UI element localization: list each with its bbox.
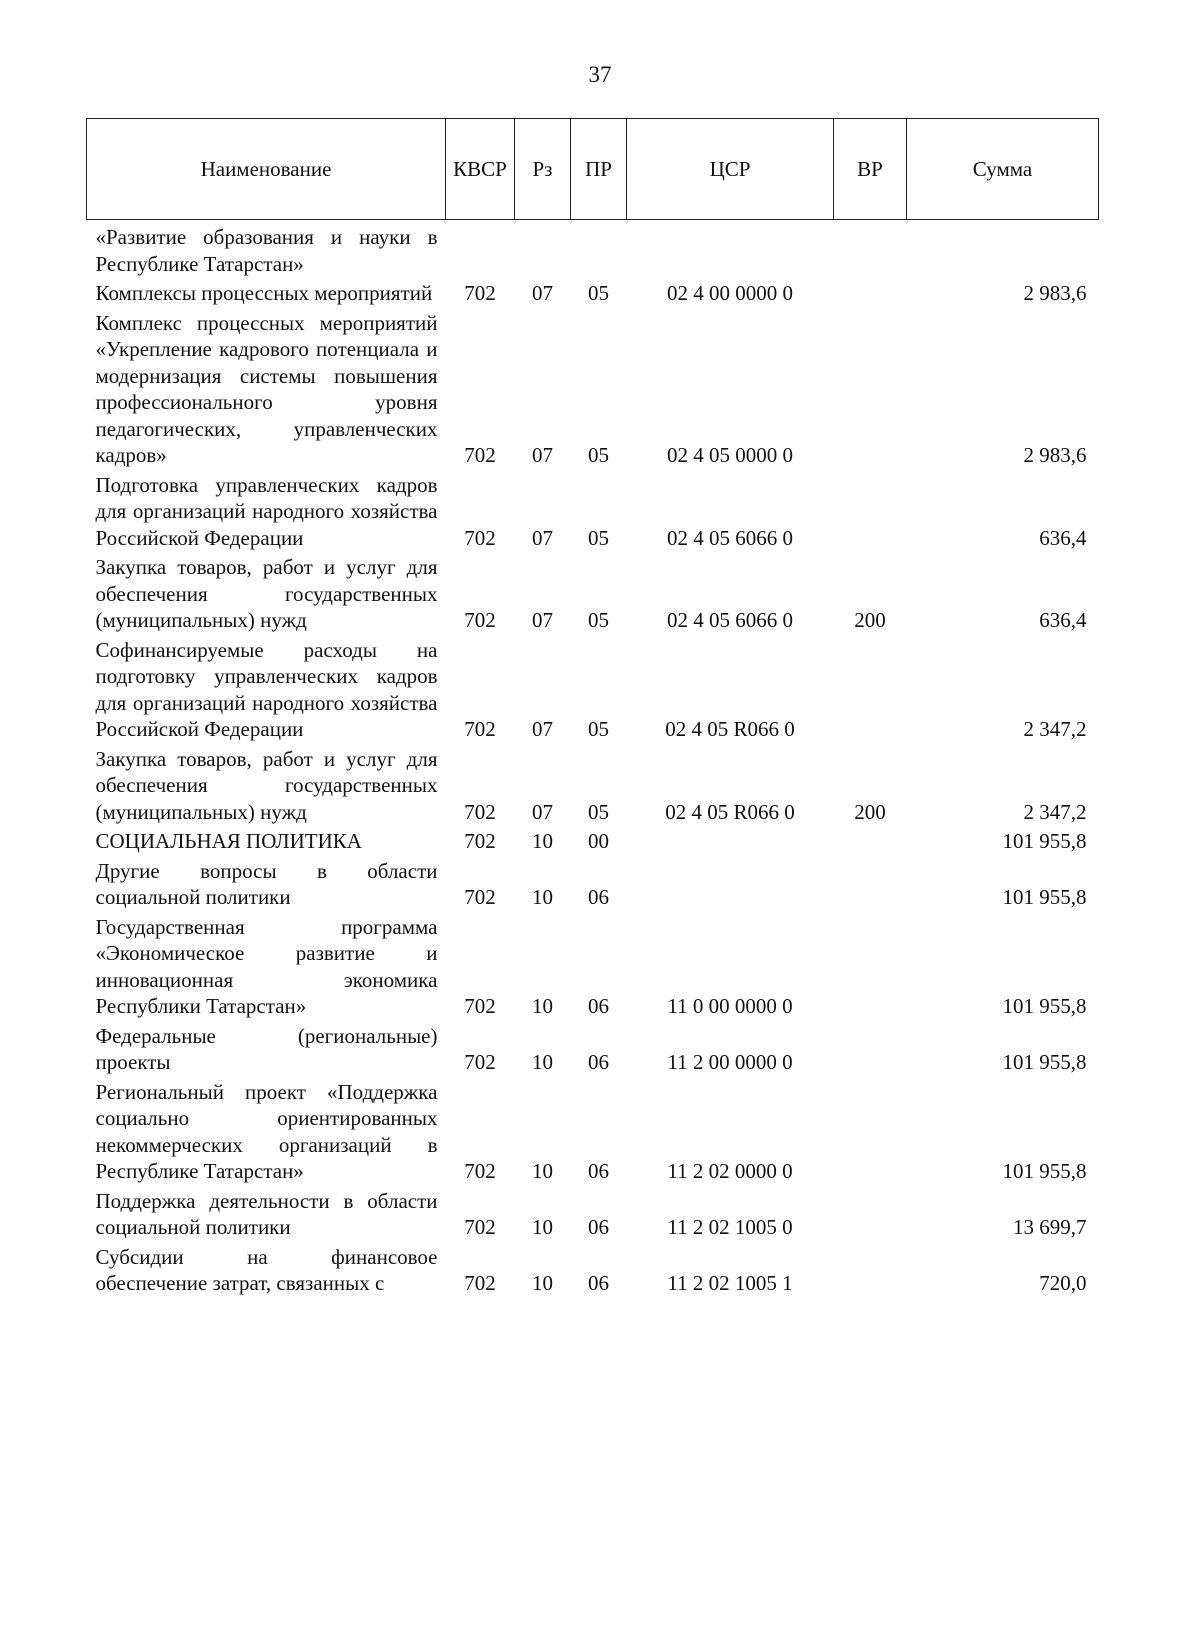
table-row	[87, 825, 1099, 855]
cell-csr	[627, 855, 834, 911]
cell-name: Другие вопросы в области социальной политики	[95, 858, 438, 909]
cell-name: Поддержка деятельности в области социальной политики	[95, 1188, 438, 1239]
cell-sum	[907, 220, 1099, 278]
cell-kvsr: 702	[464, 1271, 496, 1295]
table-row	[87, 1185, 1099, 1241]
cell-pr: 00	[588, 829, 609, 853]
cell-sum: 101 955,8	[1002, 1159, 1087, 1183]
cell-sum: 2 347,2	[1023, 717, 1087, 741]
header-name: Наименование	[87, 119, 446, 220]
cell-vr	[834, 307, 907, 469]
cell-vr: 200	[854, 608, 886, 632]
cell-kvsr: 702	[464, 1050, 496, 1074]
cell-rz: 07	[532, 717, 553, 741]
cell-name: Федеральные (региональные) проекты	[95, 1023, 438, 1074]
table-row	[87, 1020, 1099, 1076]
cell-vr	[834, 634, 907, 743]
cell-kvsr: 702	[464, 281, 496, 305]
cell-sum: 720,0	[1039, 1271, 1087, 1295]
cell-kvsr: 702	[464, 799, 496, 824]
cell-pr: 06	[588, 1050, 609, 1074]
budget-table	[86, 118, 1099, 1297]
cell-pr: 06	[588, 1271, 609, 1295]
cell-vr	[834, 1020, 907, 1076]
cell-sum: 101 955,8	[1002, 885, 1087, 909]
cell-name: Государственная программа «Экономическое развитие и инновационная экономика Республики Татарстан»	[95, 914, 438, 1018]
cell-csr: 02 4 05 0000 0	[667, 443, 793, 467]
cell-vr	[834, 469, 907, 552]
table-header-row	[87, 119, 1099, 220]
cell-sum: 101 955,8	[1002, 994, 1087, 1018]
cell-sum: 2 983,6	[1023, 443, 1087, 467]
cell-rz: 10	[532, 1215, 553, 1239]
cell-rz: 10	[532, 1050, 553, 1074]
cell-pr: 05	[588, 525, 609, 550]
header-pr: ПР	[571, 119, 627, 220]
cell-kvsr: 702	[464, 829, 496, 853]
cell-sum: 2 347,2	[1023, 799, 1087, 824]
cell-csr: 02 4 05 R066 0	[665, 717, 795, 741]
cell-pr: 05	[588, 608, 609, 632]
cell-rz: 10	[532, 829, 553, 853]
cell-name: Закупка товаров, работ и услуг для обеспечения государственных (муниципальных) нужд	[95, 746, 438, 824]
table-row	[87, 277, 1099, 307]
header-vr: ВР	[834, 119, 907, 220]
cell-sum: 636,4	[1039, 525, 1087, 550]
cell-kvsr: 702	[464, 443, 496, 467]
cell-kvsr: 702	[464, 1215, 496, 1239]
cell-name: Софинансируемые расходы на подготовку управленческих кадров для организаций народного хозяйства Российской Федерации	[95, 637, 438, 741]
cell-name: Подготовка управленческих кадров для организаций народного хозяйства Российской Федерации	[95, 472, 438, 550]
cell-kvsr: 702	[464, 885, 496, 909]
header-csr: ЦСР	[627, 119, 834, 220]
cell-vr	[834, 825, 907, 855]
cell-name: СОЦИАЛЬНАЯ ПОЛИТИКА	[95, 829, 362, 853]
cell-sum: 101 955,8	[1002, 829, 1087, 853]
cell-name: Комплекс процессных мероприятий «Укрепление кадрового потенциала и модернизация системы повышения профессионального уровня педагогических, управленческих кадров»	[95, 310, 438, 467]
cell-vr	[834, 1185, 907, 1241]
cell-rz: 07	[532, 525, 553, 550]
cell-vr	[834, 220, 907, 278]
cell-pr: 05	[588, 443, 609, 467]
cell-kvsr	[446, 220, 515, 278]
cell-rz: 07	[532, 443, 553, 467]
cell-rz	[515, 220, 571, 278]
cell-csr: 11 2 00 0000 0	[667, 1050, 793, 1074]
table-row	[87, 855, 1099, 911]
header-sum: Сумма	[907, 119, 1099, 220]
table-row	[87, 743, 1099, 826]
cell-kvsr: 702	[464, 608, 496, 632]
cell-pr: 05	[588, 799, 609, 824]
table-row	[87, 1241, 1099, 1297]
table-row	[87, 911, 1099, 1020]
cell-csr: 11 2 02 0000 0	[667, 1159, 793, 1183]
cell-csr: 02 4 05 6066 0	[667, 525, 793, 550]
cell-kvsr: 702	[464, 1159, 496, 1183]
cell-name: Субсидии на финансовое обеспечение затрат, связанных с	[95, 1244, 438, 1295]
cell-name: Комплексы процессных мероприятий	[95, 281, 433, 305]
cell-pr: 05	[588, 281, 609, 305]
cell-pr: 06	[588, 994, 609, 1018]
cell-csr	[627, 825, 834, 855]
cell-sum: 2 983,6	[1023, 281, 1087, 305]
header-rz: Рз	[515, 119, 571, 220]
cell-name: «Развитие образования и науки в Республике Татарстан»	[95, 225, 438, 276]
cell-vr	[834, 855, 907, 911]
cell-csr: 02 4 00 0000 0	[667, 281, 793, 305]
cell-pr: 06	[588, 885, 609, 909]
table-row	[87, 1076, 1099, 1185]
cell-pr	[571, 220, 627, 278]
cell-pr: 05	[588, 717, 609, 741]
cell-csr: 11 2 02 1005 1	[667, 1271, 793, 1295]
cell-pr: 06	[588, 1159, 609, 1183]
cell-pr: 06	[588, 1215, 609, 1239]
cell-csr	[627, 220, 834, 278]
header-kvsr: КВСР	[446, 119, 515, 220]
cell-rz: 10	[532, 1159, 553, 1183]
cell-csr: 11 0 00 0000 0	[667, 994, 793, 1018]
table-row	[87, 551, 1099, 634]
cell-vr	[834, 1241, 907, 1297]
cell-vr	[834, 911, 907, 1020]
cell-csr: 02 4 05 6066 0	[667, 608, 793, 632]
cell-name: Региональный проект «Поддержка социально ориентированных некоммерческих организаций в Республике Татарстан»	[95, 1079, 438, 1183]
cell-kvsr: 702	[464, 994, 496, 1018]
cell-kvsr: 702	[464, 525, 496, 550]
cell-name: Закупка товаров, работ и услуг для обеспечения государственных (муниципальных) нужд	[95, 555, 438, 632]
table-row	[87, 220, 1099, 278]
table-row	[87, 634, 1099, 743]
cell-sum: 636,4	[1039, 608, 1087, 632]
cell-rz: 07	[532, 281, 553, 305]
cell-rz: 07	[532, 608, 553, 632]
table-row	[87, 307, 1099, 469]
cell-csr: 11 2 02 1005 0	[667, 1215, 793, 1239]
cell-rz: 07	[532, 799, 553, 824]
cell-rz: 10	[532, 1271, 553, 1295]
cell-sum: 13 699,7	[1013, 1215, 1087, 1239]
cell-kvsr: 702	[464, 717, 496, 741]
page-number: 37	[588, 62, 612, 87]
cell-sum: 101 955,8	[1002, 1050, 1087, 1074]
table-row	[87, 469, 1099, 552]
cell-vr	[834, 1076, 907, 1185]
cell-rz: 10	[532, 885, 553, 909]
cell-vr	[834, 277, 907, 307]
cell-csr: 02 4 05 R066 0	[665, 799, 795, 824]
cell-vr: 200	[854, 799, 886, 824]
cell-rz: 10	[532, 994, 553, 1018]
